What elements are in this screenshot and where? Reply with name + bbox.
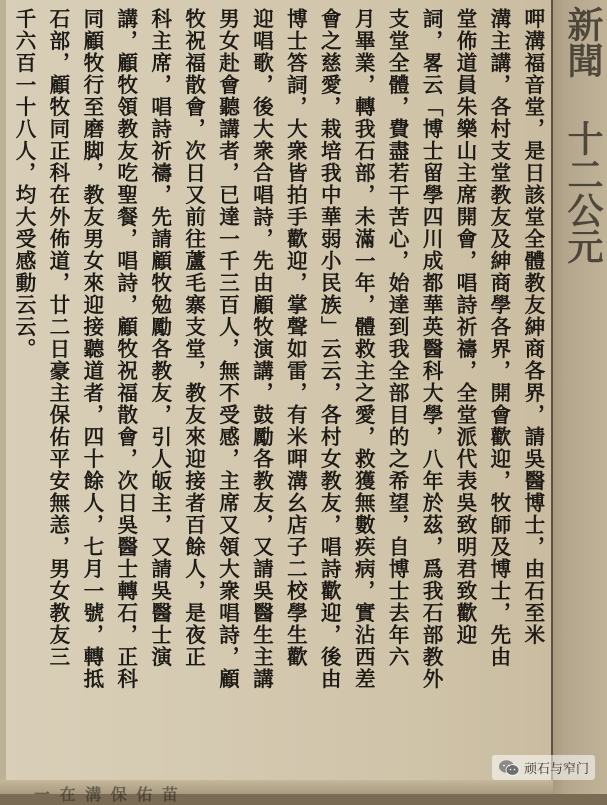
text-column: 溝主講，各村支堂教友及紳商學各界，開會歡迎，牧師及博士，先由 [486, 8, 511, 668]
text-column: 堂佈道員朱樂山主席開會，唱詩祈禱，全堂派代表吳致明君致歡迎 [452, 8, 477, 646]
bottom-fragment-text: 一 在 溝 保 佑 苗 [34, 785, 180, 804]
adjacent-column-fragment [551, 0, 607, 794]
text-column: 千六百一十八人，均大受感動云云。 [12, 8, 36, 360]
text-column: 詞，畧云「博士留學四川成都華英醫科大學，八年於茲，爲我石部教外 [419, 8, 444, 690]
text-column: 講，顧牧領教友吃聖餐，唱詩，顧牧祝福散會，次日吳醫士轉石，正科 [113, 8, 138, 690]
text-column: 迎唱歌，後大衆合唱詩，先由顧牧演講，鼓勵各教友，又請吳醫生主講 [249, 8, 274, 690]
bottom-fragment [0, 780, 553, 804]
text-column: 同顧牧行至磨脚，教友男女來迎接聽道者，四十餘人，七月一號，轉抵 [79, 8, 104, 690]
text-column: 科主席，唱詩祈禱，先請顧牧勉勵各教友，引人皈主，又請吳醫士演 [147, 8, 172, 668]
article-body [10, 8, 547, 778]
fragment-text: 新聞 十二公元 [562, 6, 604, 264]
text-column: 博士答詞，大衆皆拍手歡迎，掌聲如雷，有米呷溝幺店子二校學生歡 [283, 8, 308, 668]
text-column: 石部，顧牧同正科在外佈道，廿二日豪主保佑平安無恙，男女教友三 [45, 8, 70, 668]
text-column: 牧祝福散會，次日又前往蘆毛寨支堂，教友來迎接者百餘人，是夜正 [181, 8, 206, 668]
text-column: 支堂全體，費盡若干苦心，始達到我全部目的之希望，自博士去年六 [385, 8, 410, 668]
text-column: 呷溝福音堂，是日該堂全體教友紳商各界，請吳醫博士，由石至米 [520, 8, 545, 646]
wechat-icon [498, 759, 520, 777]
text-column: 月畢業，轉我石部，未滿一年，體救主之愛，救獲無數疾病，實沾西差 [351, 8, 376, 690]
text-column: 男女赴會聽講者，已達一千三百人，無不受感，主席又領大衆唱詩，顧 [215, 8, 240, 690]
text-column: 會之慈愛，栽培我中華弱小民族」云云，各村女教友，唱詩歡迎，後由 [317, 8, 342, 690]
watermark-label: 顽石与窄门 [523, 762, 589, 777]
watermark [492, 755, 595, 780]
paper-edge [0, 0, 6, 794]
